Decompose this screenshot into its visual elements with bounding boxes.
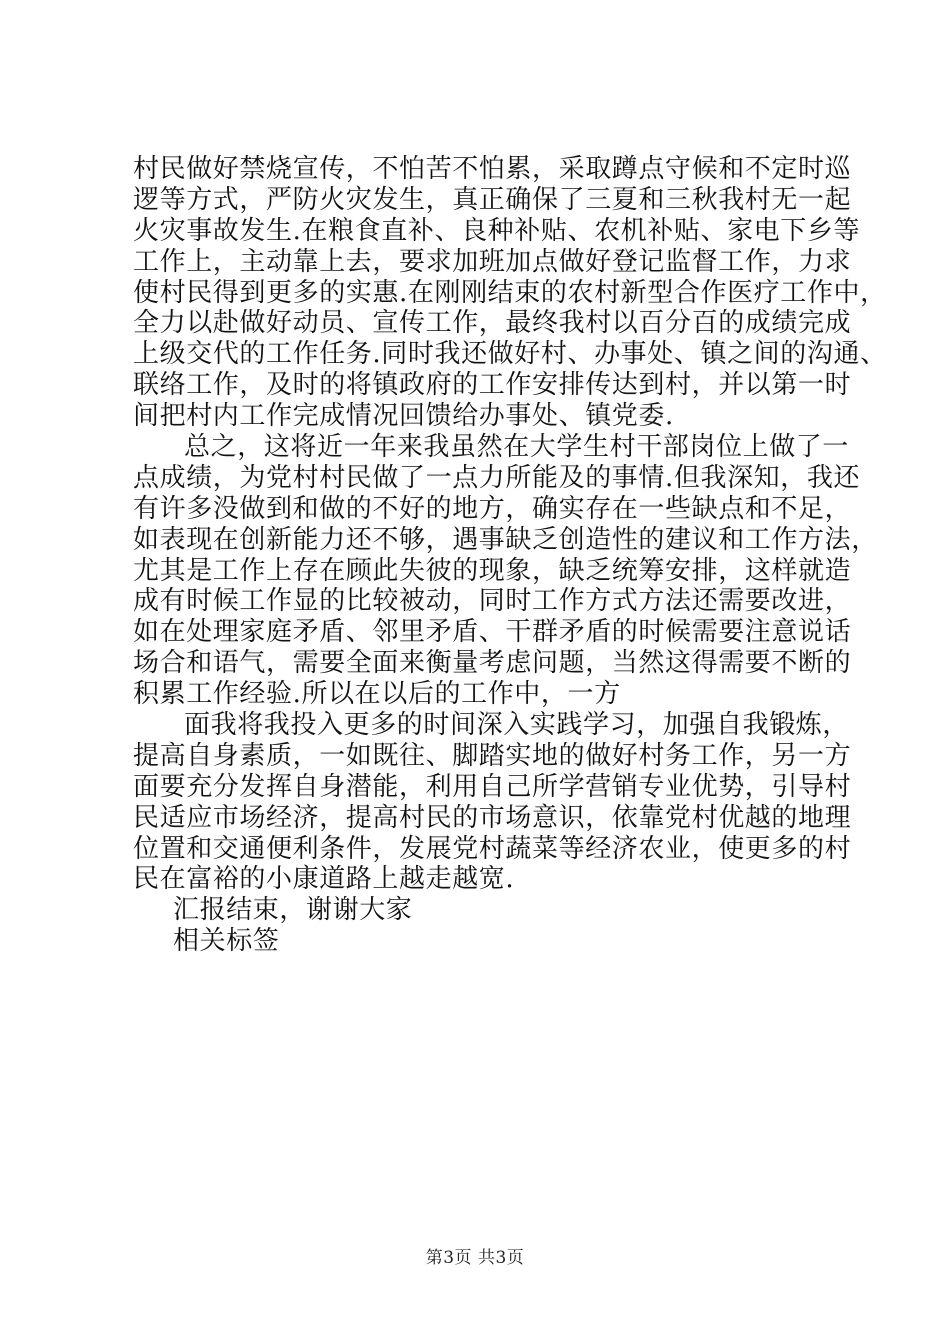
text-line: 火灾事故发生.在粮食直补、良种补贴、农机补贴、家电下乡等 bbox=[133, 215, 861, 246]
text-line: 尤其是工作上存在顾此失彼的现象，缺乏统筹安排，这样就造 bbox=[133, 555, 852, 586]
text-line: 面要充分发挥自身潜能，利用自己所学营销专业优势，引导村 bbox=[133, 771, 852, 802]
text-line: 逻等方式，严防火灾发生，真正确保了三夏和三秋我村无一起 bbox=[133, 184, 852, 215]
page-number-footer: 第3页 共3页 bbox=[425, 1248, 525, 1268]
text-line: 场合和语气，需要全面来衡量考虑问题，当然这得需要不断的 bbox=[133, 648, 852, 679]
text-line: 如表现在创新能力还不够，遇事缺乏创造性的建议和工作方法， bbox=[133, 524, 878, 555]
text-line: 点成绩，为党村村民做了一点力所能及的事情.但我深知，我还 bbox=[133, 462, 861, 493]
related-tags-label: 相关标签 bbox=[173, 926, 280, 957]
text-line: 村民做好禁烧宣传，不怕苦不怕累，采取蹲点守候和不定时巡 bbox=[133, 154, 852, 184]
closing-line: 汇报结束，谢谢大家 bbox=[173, 895, 413, 926]
text-line: 使村民得到更多的实惠.在刚刚结束的农村新型合作医疗工作中， bbox=[133, 277, 887, 308]
text-line: 积累工作经验.所以在以后的工作中，一方 bbox=[133, 679, 621, 710]
document-body bbox=[133, 154, 887, 957]
text-line: 民在富裕的小康道路上越走越宽. bbox=[133, 864, 515, 895]
text-line: 上级交代的工作任务.同时我还做好村、办事处、镇之间的沟通、 bbox=[133, 339, 887, 370]
text-line: 位置和交通便利条件，发展党村蔬菜等经济农业，使更多的村 bbox=[133, 833, 852, 864]
text-line: 提高自身素质，一如既往、脚踏实地的做好村务工作，另一方 bbox=[133, 740, 852, 771]
text-line: 民适应市场经济，提高村民的市场意识，依靠党村优越的地理 bbox=[133, 802, 852, 833]
paragraph-start-line: 面我将我投入更多的时间深入实践学习，加强自我锻炼， bbox=[184, 710, 850, 741]
text-line: 联络工作，及时的将镇政府的工作安排传达到村，并以第一时 bbox=[133, 370, 852, 401]
paragraph-start-line: 总之，这将近一年来我虽然在大学生村干部岗位上做了一 bbox=[184, 432, 850, 463]
text-line: 成有时候工作显的比较被动，同时工作方式方法还需要改进， bbox=[133, 586, 852, 617]
text-line: 间把村内工作完成情况回馈给办事处、镇党委. bbox=[133, 401, 674, 432]
text-line: 全力以赴做好动员、宣传工作，最终我村以百分百的成绩完成 bbox=[133, 308, 852, 339]
text-line: 工作上，主动靠上去，要求加班加点做好登记监督工作，力求 bbox=[133, 246, 852, 277]
text-line: 如在处理家庭矛盾、邻里矛盾、干群矛盾的时候需要注意说话 bbox=[133, 617, 852, 648]
text-line: 有许多没做到和做的不好的地方，确实存在一些缺点和不足， bbox=[133, 493, 852, 524]
